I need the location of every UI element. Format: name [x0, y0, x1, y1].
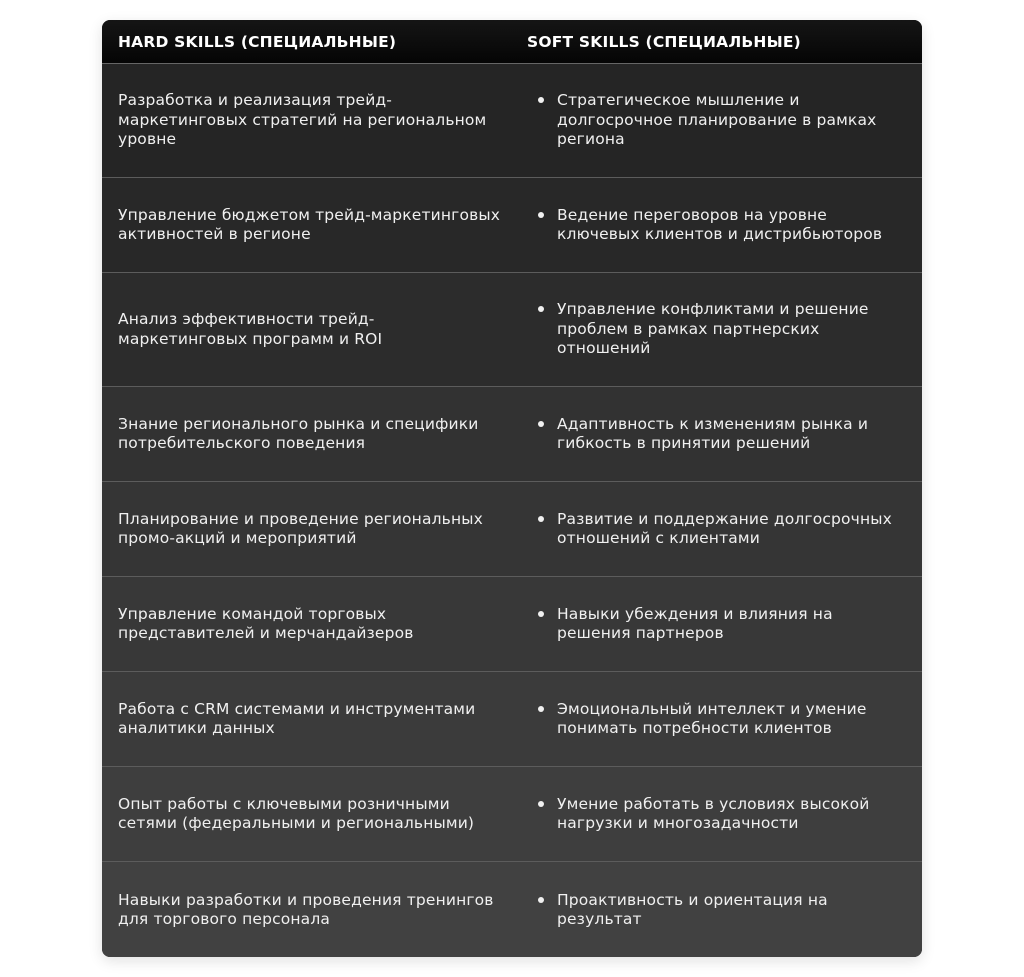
table-row [102, 482, 922, 577]
soft-skill-text: Навыки убеждения и влияния на решения партнеров [557, 604, 833, 642]
hard-skill-cell: Работа с CRM системами и инструментами аналитики данных [118, 699, 476, 737]
bullet-icon [538, 706, 544, 712]
soft-skill-cell [512, 300, 922, 359]
table-row [102, 672, 922, 767]
table-row [102, 178, 922, 273]
hard-skill-cell: Анализ эффективности трейд-маркетинговых программ и ROI [118, 310, 383, 348]
soft-skill-cell [512, 415, 922, 454]
bullet-icon [538, 421, 544, 427]
table-header [102, 20, 922, 64]
soft-skill-text: Эмоциональный интеллект и умение понимать потребности клиентов [557, 699, 867, 737]
soft-skills-header: SOFT SKILLS (СПЕЦИАЛЬНЫЕ) [527, 32, 801, 51]
bullet-icon [538, 516, 544, 522]
table-row [102, 577, 922, 672]
soft-skill-cell [512, 510, 922, 549]
hard-skill-cell: Навыки разработки и проведения тренингов для торгового персонала [118, 890, 494, 928]
soft-skill-cell [512, 605, 922, 644]
hard-skill-cell: Планирование и проведение региональных промо-акций и мероприятий [118, 509, 483, 547]
soft-skill-text: Стратегическое мышление и долгосрочное планирование в рамках региона [557, 91, 877, 149]
skills-table [102, 20, 922, 957]
bullet-icon [538, 97, 544, 103]
hard-skills-header: HARD SKILLS (СПЕЦИАЛЬНЫЕ) [118, 32, 397, 51]
table-row [102, 273, 922, 387]
soft-skill-cell [512, 891, 922, 930]
bullet-icon [538, 212, 544, 218]
soft-skill-text: Умение работать в условиях высокой нагрузки и многозадачности [557, 794, 870, 832]
soft-skill-cell [512, 795, 922, 834]
hard-skill-cell: Знание регионального рынка и специфики потребительского поведения [118, 414, 479, 452]
table-row [102, 862, 922, 957]
soft-skill-cell [512, 206, 922, 245]
soft-skill-cell [512, 700, 922, 739]
soft-skill-text: Развитие и поддержание долгосрочных отношений с клиентами [557, 509, 892, 547]
table-body [102, 64, 922, 957]
table-row [102, 387, 922, 482]
soft-skill-text: Управление конфликтами и решение проблем в рамках партнерских отношений [557, 300, 869, 358]
hard-skill-cell: Разработка и реализация трейд-маркетинговых стратегий на региональном уровне [118, 91, 487, 149]
bullet-icon [538, 306, 544, 312]
soft-skill-cell [512, 91, 922, 150]
soft-skill-text: Проактивность и ориентация на результат [557, 890, 828, 928]
table-row [102, 64, 922, 178]
hard-skill-cell: Управление бюджетом трейд-маркетинговых активностей в регионе [118, 205, 501, 243]
bullet-icon [538, 897, 544, 903]
soft-skill-text: Адаптивность к изменениям рынка и гибкость в принятии решений [557, 414, 869, 452]
bullet-icon [538, 801, 544, 807]
hard-skill-cell: Управление командой торговых представителей и мерчандайзеров [118, 604, 414, 642]
hard-skill-cell: Опыт работы с ключевыми розничными сетями (федеральными и региональными) [118, 794, 475, 832]
bullet-icon [538, 611, 544, 617]
table-row [102, 767, 922, 862]
soft-skill-text: Ведение переговоров на уровне ключевых клиентов и дистрибьюторов [557, 205, 883, 243]
